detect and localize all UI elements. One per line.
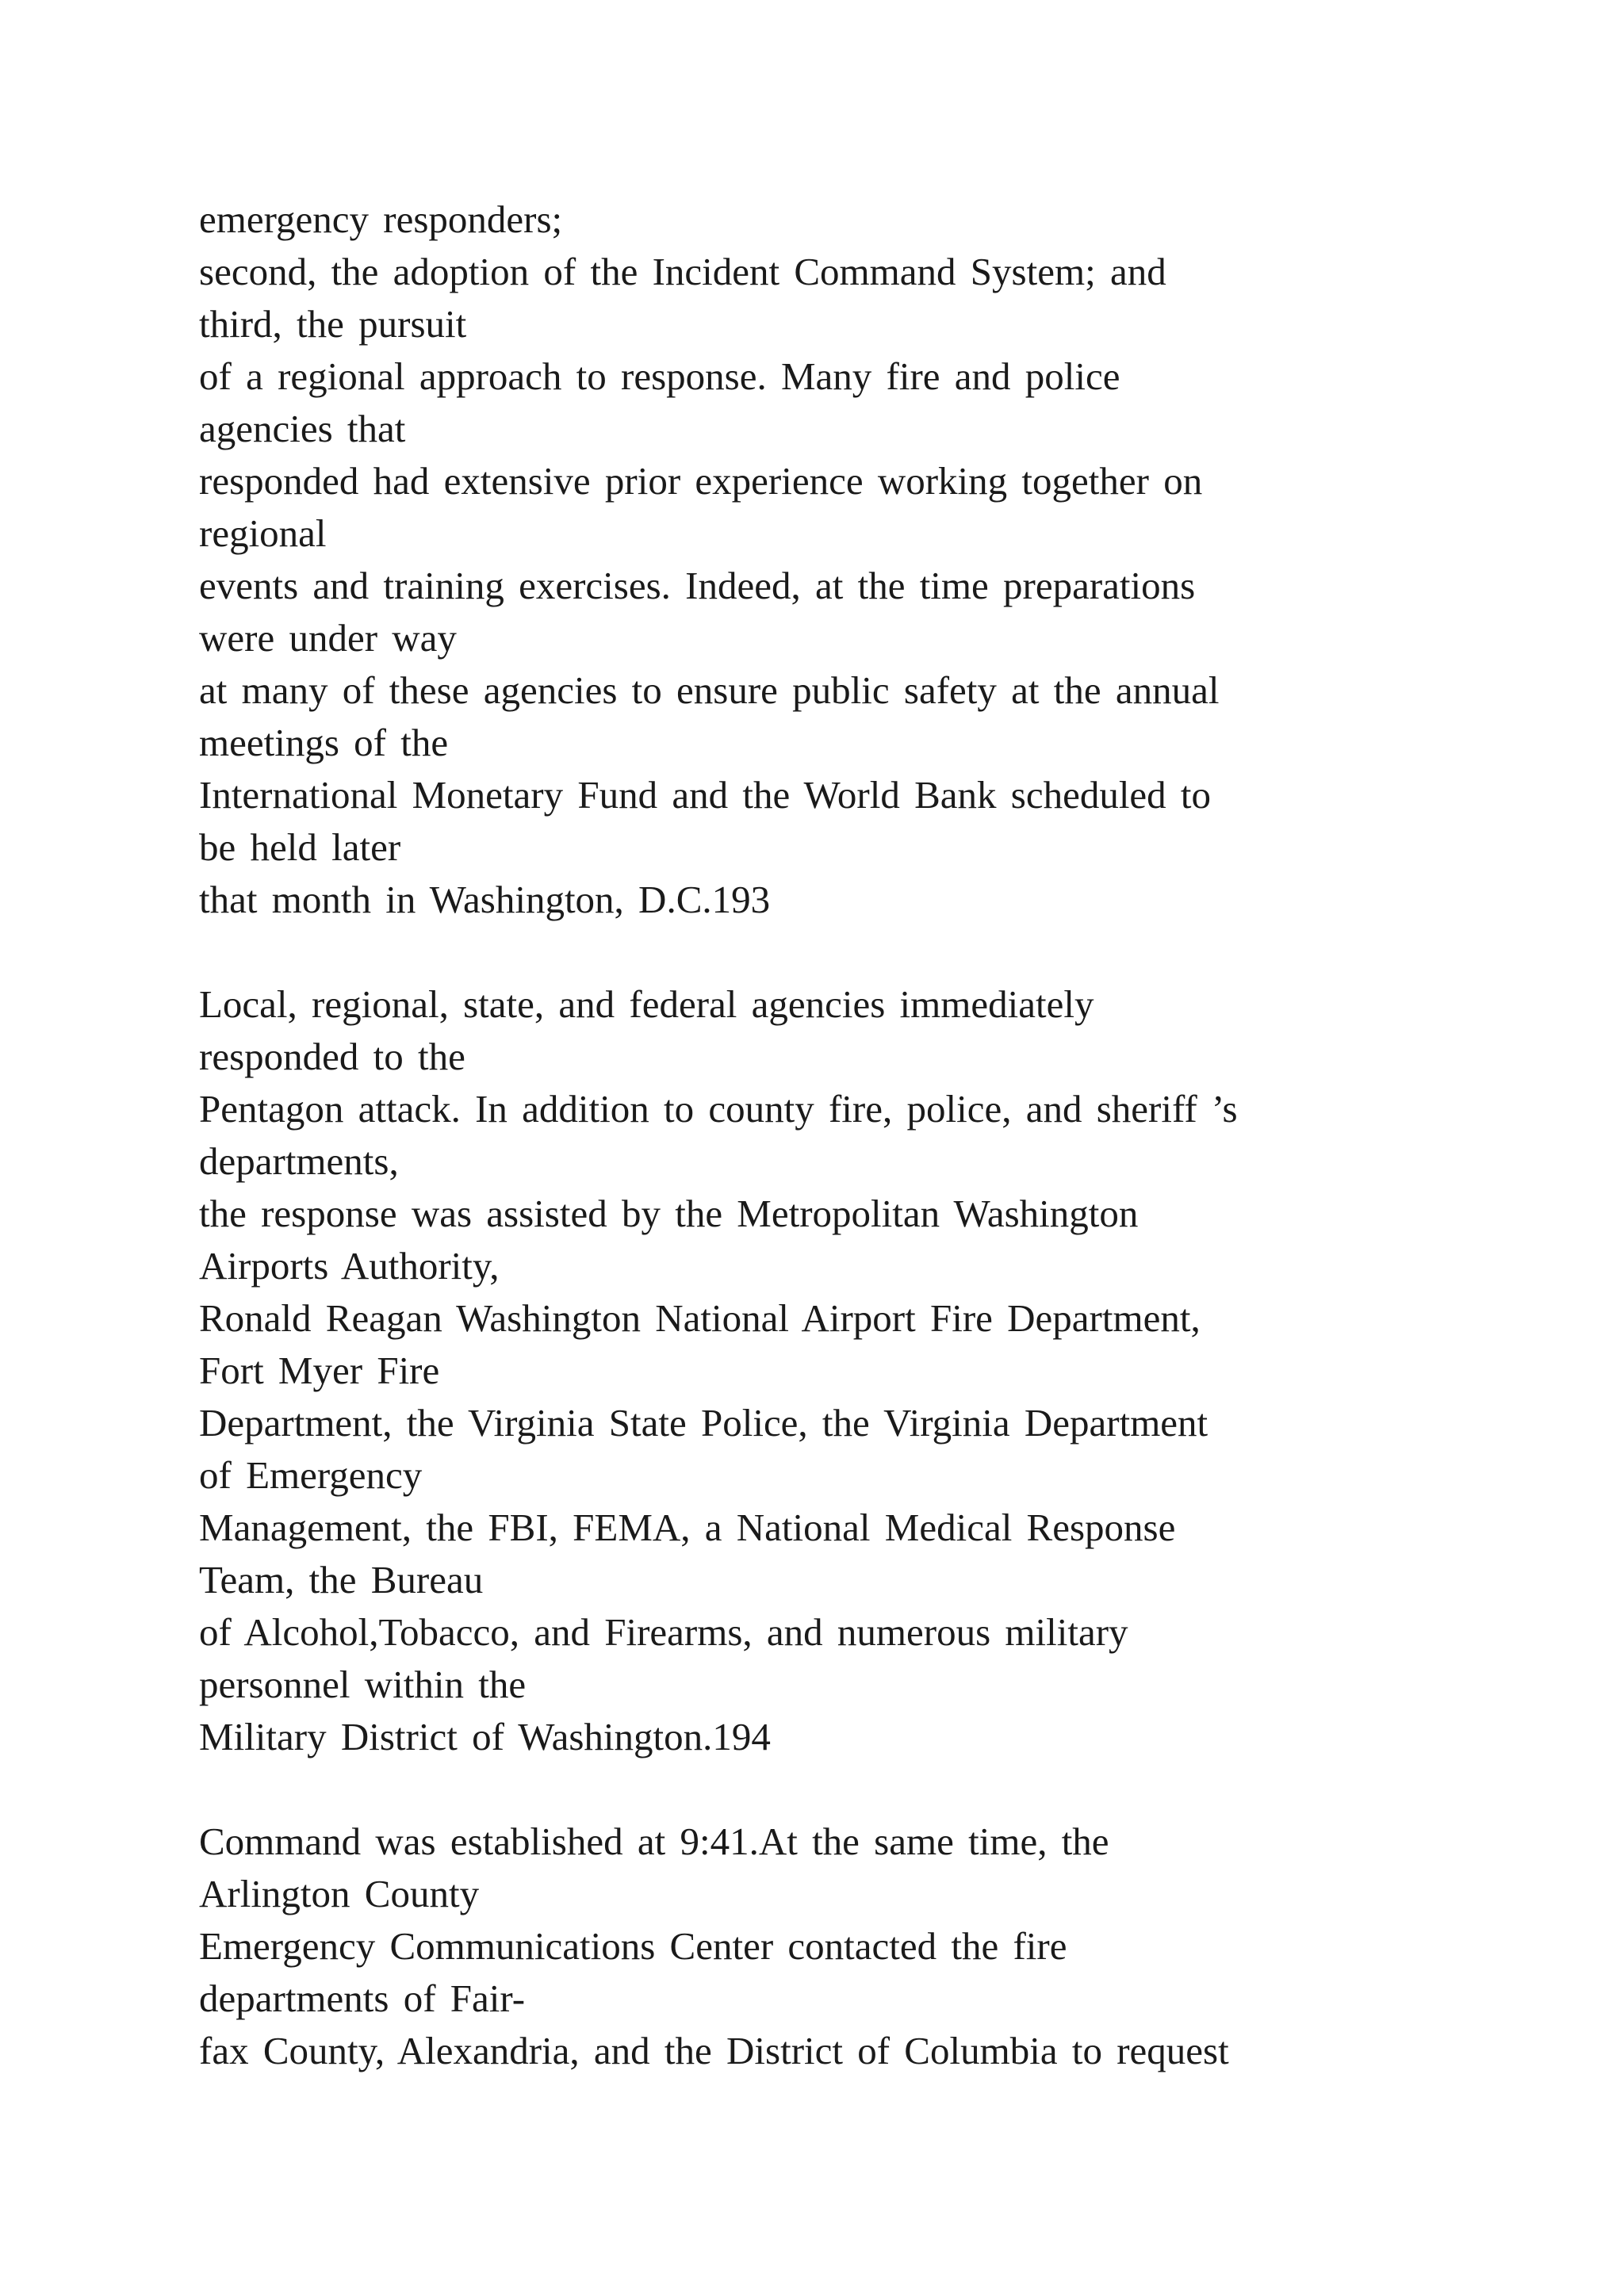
- paragraph-spacer: [199, 1763, 1547, 1816]
- body-text: [199, 193, 1547, 2077]
- text-line: third, the pursuit: [199, 302, 467, 346]
- paragraph-1: [199, 193, 1547, 926]
- text-line: fax County, Alexandria, and the District of Columbia to request: [199, 2029, 1229, 2072]
- text-line: Pentagon attack. In addition to county fire, police, and sheriff ’s: [199, 1087, 1238, 1131]
- text-line: be held later: [199, 825, 401, 869]
- text-line: at many of these agencies to ensure public safety at the annual: [199, 668, 1220, 712]
- text-line: were under way: [199, 616, 457, 660]
- text-line: personnel within the: [199, 1663, 527, 1706]
- text-line: Airports Authority,: [199, 1244, 500, 1288]
- text-line: Arlington County: [199, 1872, 480, 1915]
- paragraph-spacer: [199, 926, 1547, 978]
- text-line: second, the adoption of the Incident Command System; and: [199, 250, 1166, 293]
- paragraph-3: [199, 1816, 1547, 2077]
- text-line: Command was established at 9:41.At the same time, the: [199, 1820, 1109, 1863]
- text-line: of a regional approach to response. Many fire and police: [199, 354, 1120, 398]
- text-line: departments of Fair-: [199, 1976, 526, 2020]
- text-line: Fort Myer Fire: [199, 1349, 440, 1392]
- text-line: International Monetary Fund and the World Bank scheduled to: [199, 773, 1212, 817]
- text-line: of Emergency: [199, 1453, 423, 1497]
- text-line: departments,: [199, 1139, 399, 1183]
- text-line: Team, the Bureau: [199, 1558, 484, 1601]
- text-line: Emergency Communications Center contacted the fire: [199, 1924, 1067, 1968]
- text-line: meetings of the: [199, 721, 449, 764]
- text-line: agencies that: [199, 407, 406, 450]
- text-line: of Alcohol,Tobacco, and Firearms, and numerous military: [199, 1610, 1128, 1654]
- paragraph-2: [199, 978, 1547, 1763]
- text-line: responded had extensive prior experience working together on: [199, 459, 1203, 503]
- text-line: the response was assisted by the Metropolitan Washington: [199, 1192, 1139, 1235]
- text-line: Local, regional, state, and federal agencies immediately: [199, 982, 1094, 1026]
- text-line: regional: [199, 511, 327, 555]
- text-line: Department, the Virginia State Police, the Virginia Department: [199, 1401, 1208, 1445]
- text-line: responded to the: [199, 1035, 465, 1078]
- text-line: Management, the FBI, FEMA, a National Medical Response: [199, 1506, 1176, 1549]
- text-line: Ronald Reagan Washington National Airport Fire Department,: [199, 1296, 1201, 1340]
- text-line: that month in Washington, D.C.193: [199, 878, 771, 921]
- text-line: events and training exercises. Indeed, at the time preparations: [199, 564, 1196, 607]
- text-line: emergency responders;: [199, 197, 563, 241]
- text-line: Military District of Washington.194: [199, 1715, 771, 1758]
